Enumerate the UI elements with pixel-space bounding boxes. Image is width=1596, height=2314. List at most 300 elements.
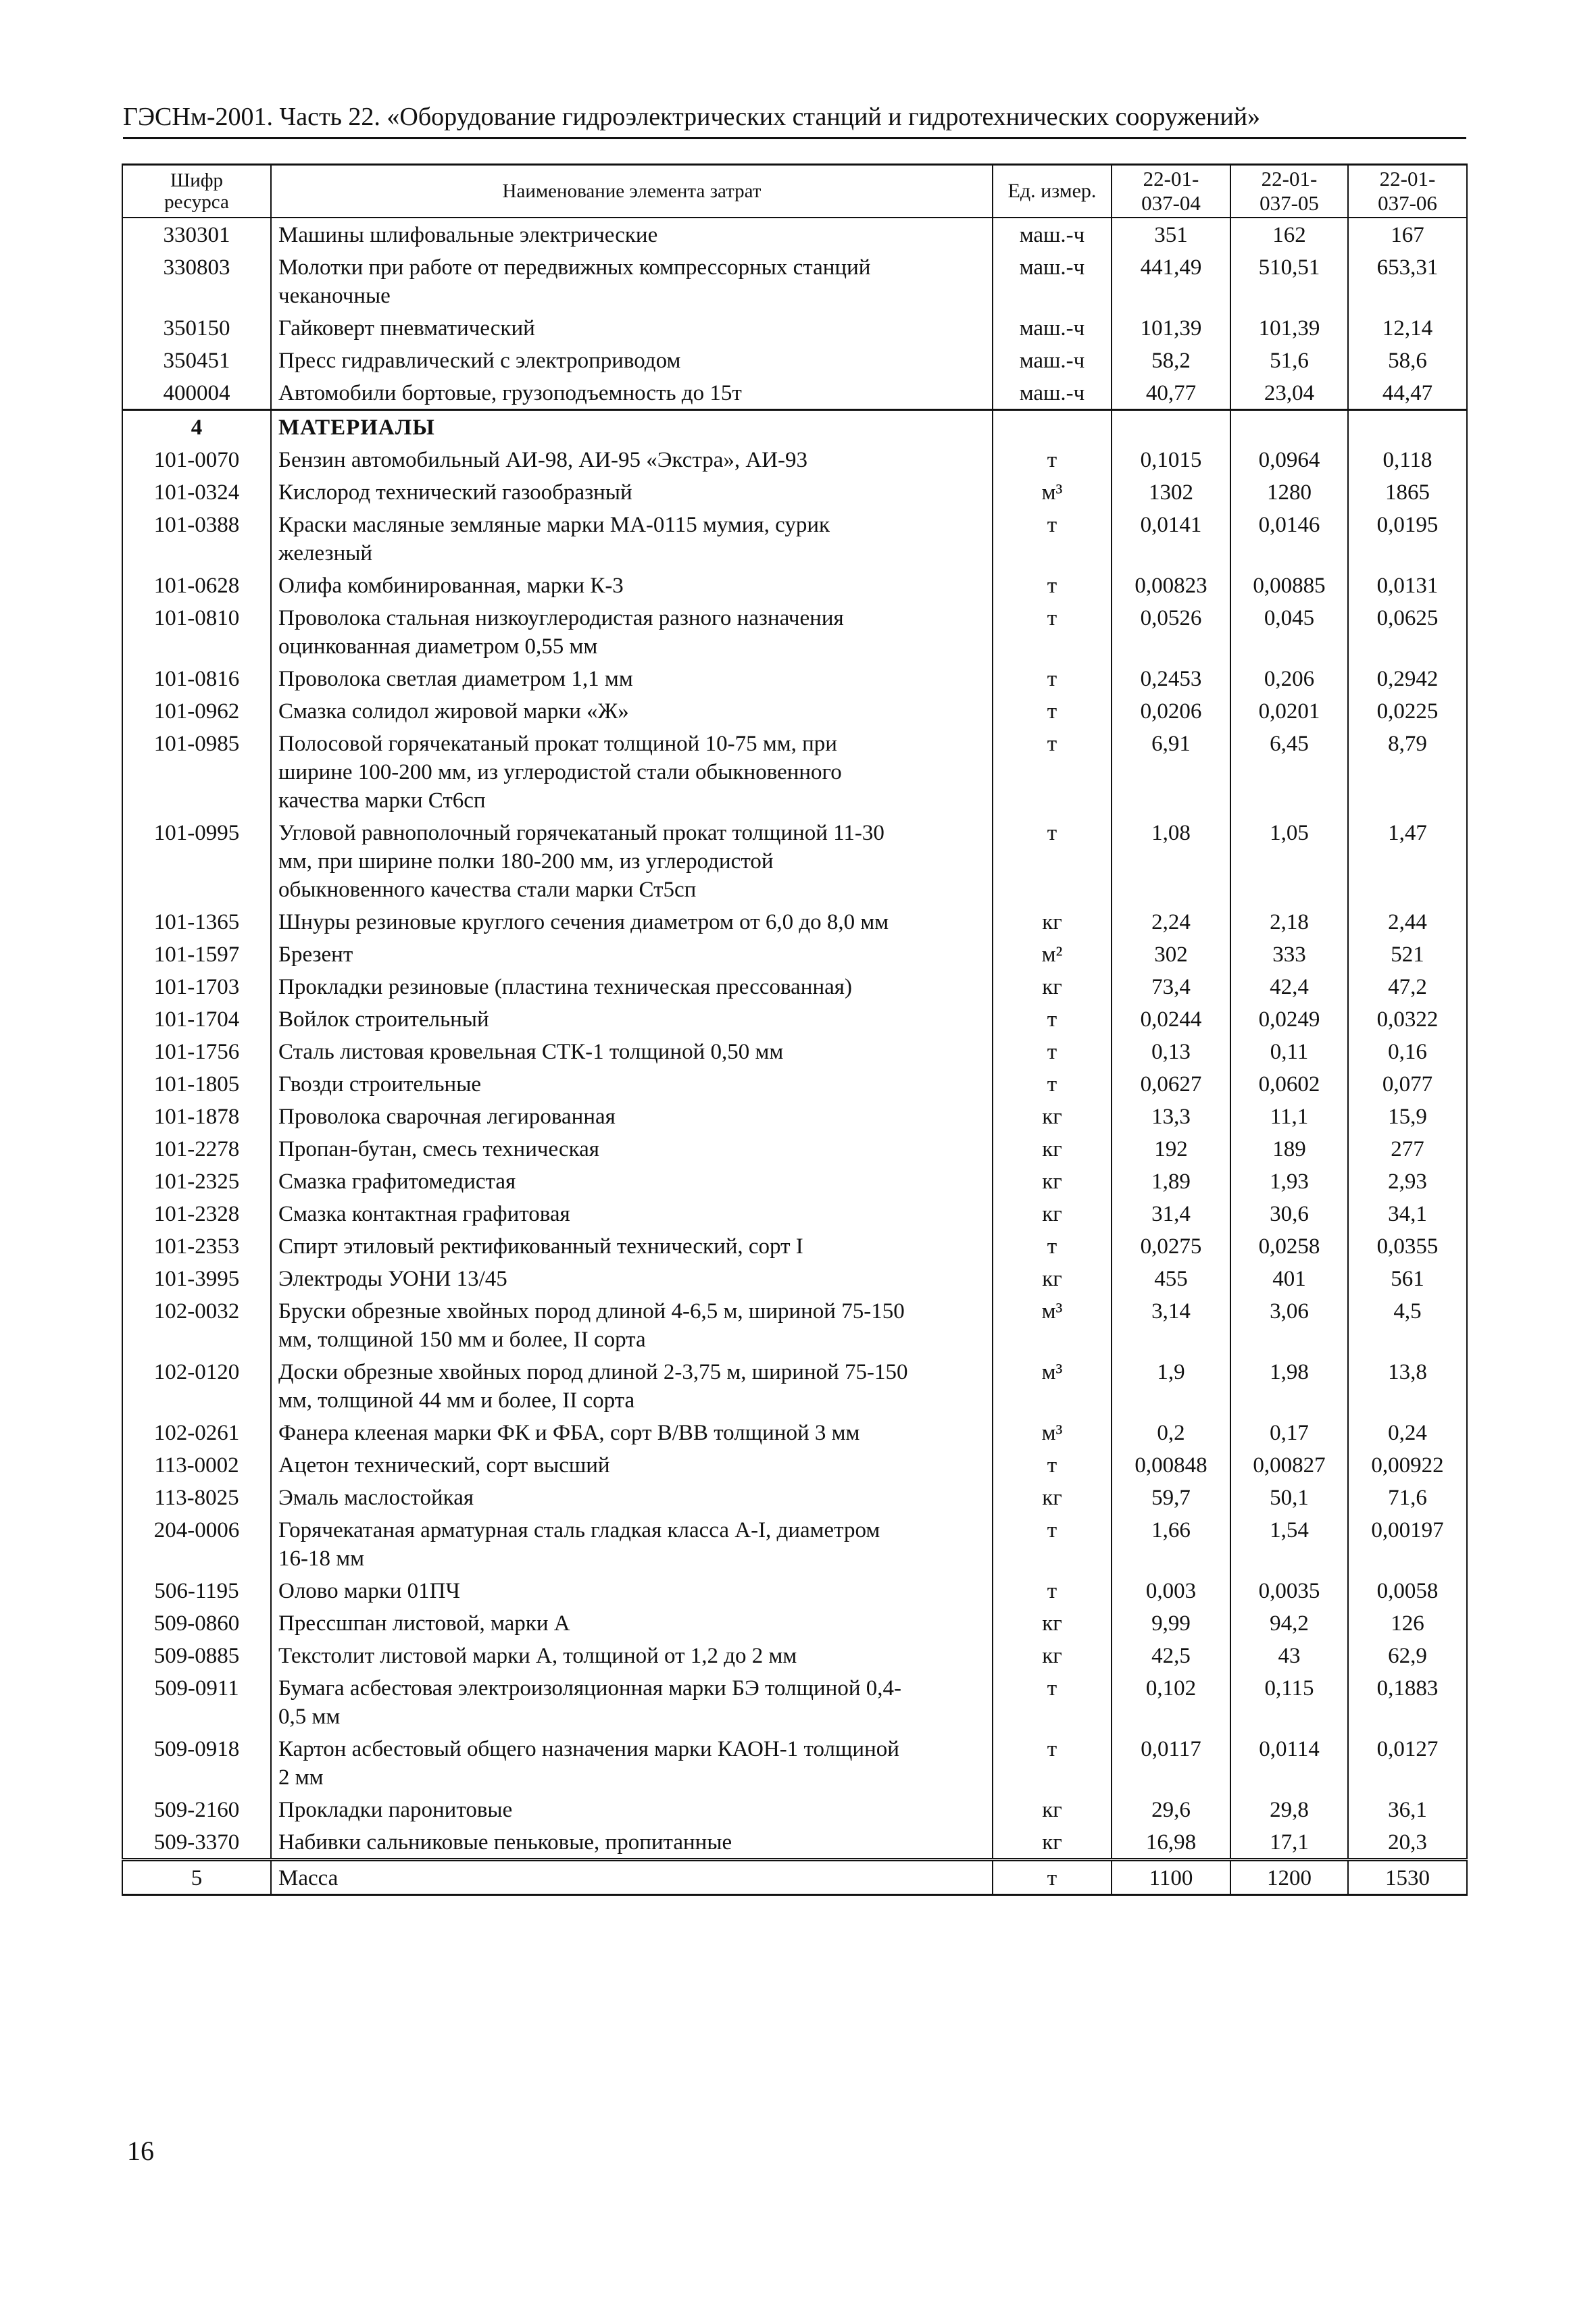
resource-code: 101-1704 <box>122 1003 271 1035</box>
resource-name-line: Сталь листовая кровельная СТК-1 толщиной 0,50 мм <box>278 1040 784 1064</box>
value-col-6: 561 <box>1348 1262 1467 1294</box>
resource-name-line: 16-18 мм <box>278 1546 365 1571</box>
value-col-5: 51,6 <box>1230 344 1348 376</box>
resource-name-line: железный <box>278 541 373 565</box>
value-col-5: 0,11 <box>1230 1035 1348 1067</box>
resource-code: 101-2353 <box>122 1230 271 1262</box>
resource-name <box>271 695 993 727</box>
value-col-4: 192 <box>1112 1132 1230 1165</box>
resource-name-line: Проволока стальная низкоуглеродистая разного назначения <box>278 606 844 630</box>
resource-code: 101-1805 <box>122 1067 271 1100</box>
table-row <box>122 1035 1467 1067</box>
value-col-6: 47,2 <box>1348 970 1467 1003</box>
resource-name-line: Молотки при работе от передвижных компрессорных станций <box>278 255 871 280</box>
value-col-5: 0,115 <box>1230 1671 1348 1732</box>
value-col-5: 1,54 <box>1230 1513 1348 1574</box>
value-col-6: 71,6 <box>1348 1481 1467 1513</box>
unit: т <box>993 1732 1112 1793</box>
value-col-4: 58,2 <box>1112 344 1230 376</box>
resource-code: 330301 <box>122 218 271 251</box>
resource-name <box>271 905 993 938</box>
value-col-6: 2,44 <box>1348 905 1467 938</box>
value-col-6: 8,79 <box>1348 727 1467 816</box>
value-col-5: 1280 <box>1230 476 1348 508</box>
unit: кг <box>993 1197 1112 1230</box>
mass-code: 5 <box>122 1860 271 1895</box>
value-col-6: 277 <box>1348 1132 1467 1165</box>
resource-name-line: Гвозди строительные <box>278 1072 482 1097</box>
unit: кг <box>993 1100 1112 1132</box>
value-col-4: 0,102 <box>1112 1671 1230 1732</box>
resource-name-line: Прессшпан листовой, марки А <box>278 1611 570 1636</box>
resource-name <box>271 938 993 970</box>
value-col-6: 4,5 <box>1348 1294 1467 1355</box>
table-row <box>122 1067 1467 1100</box>
unit: кг <box>993 1639 1112 1671</box>
unit: т <box>993 1003 1112 1035</box>
value-col-6: 1,47 <box>1348 816 1467 905</box>
value-col-5: 162 <box>1230 218 1348 251</box>
section-name: МАТЕРИАЛЫ <box>271 410 993 444</box>
resource-name <box>271 476 993 508</box>
value-col-6: 0,0127 <box>1348 1732 1467 1793</box>
resource-name <box>271 1132 993 1165</box>
unit: т <box>993 727 1112 816</box>
resource-name <box>271 1826 993 1860</box>
resource-name-line: Угловой равнополочный горячекатаный прокат толщиной 11-30 <box>278 821 884 845</box>
resource-name-line: Бруски обрезные хвойных пород длиной 4-6,5 м, шириной 75-150 <box>278 1299 905 1324</box>
value-col-4: 0,1015 <box>1112 443 1230 476</box>
table-row <box>122 1826 1467 1860</box>
resource-name-line: Войлок строительный <box>278 1007 489 1032</box>
table-row <box>122 344 1467 376</box>
resource-name-line: Электроды УОНИ 13/45 <box>278 1267 507 1291</box>
resource-code: 101-0995 <box>122 816 271 905</box>
header-code: Шифр ресурса <box>122 165 271 218</box>
resource-name <box>271 1355 993 1416</box>
resource-name <box>271 311 993 344</box>
value-col-6: 521 <box>1348 938 1467 970</box>
resource-name-line: Олово марки 01ПЧ <box>278 1579 460 1603</box>
value-col-4: 2,24 <box>1112 905 1230 938</box>
value-col-5: 30,6 <box>1230 1197 1348 1230</box>
resource-name <box>271 1449 993 1481</box>
resource-name <box>271 662 993 695</box>
value-col-6: 0,1883 <box>1348 1671 1467 1732</box>
value-col-4: 0,0275 <box>1112 1230 1230 1262</box>
value-col-6: 34,1 <box>1348 1197 1467 1230</box>
value-col-4: 0,13 <box>1112 1035 1230 1067</box>
value-col-5: 0,0602 <box>1230 1067 1348 1100</box>
resource-code: 509-0911 <box>122 1671 271 1732</box>
mass-unit: т <box>993 1860 1112 1895</box>
resource-name <box>271 1607 993 1639</box>
value-col-6: 0,2942 <box>1348 662 1467 695</box>
value-col-6: 15,9 <box>1348 1100 1467 1132</box>
resource-name <box>271 508 993 569</box>
unit: м² <box>993 938 1112 970</box>
resource-name-line: обыкновенного качества стали марки Ст5сп <box>278 878 697 902</box>
resource-name-line: Проволока светлая диаметром 1,1 мм <box>278 667 633 691</box>
value-col-4: 351 <box>1112 218 1230 251</box>
value-col-4: 1,08 <box>1112 816 1230 905</box>
unit: т <box>993 662 1112 695</box>
unit: т <box>993 1035 1112 1067</box>
value-col-6: 20,3 <box>1348 1826 1467 1860</box>
value-col-4: 302 <box>1112 938 1230 970</box>
resource-name-line: мм, при ширине полки 180-200 мм, из углеродистой <box>278 849 774 874</box>
table-row <box>122 938 1467 970</box>
value-col-5: 3,06 <box>1230 1294 1348 1355</box>
table-row <box>122 508 1467 569</box>
value-col-5: 0,17 <box>1230 1416 1348 1449</box>
header-col-06: 22-01- 037-06 <box>1348 165 1467 218</box>
value-col-5: 510,51 <box>1230 251 1348 311</box>
resource-name <box>271 1574 993 1607</box>
value-col-5: 0,0249 <box>1230 1003 1348 1035</box>
table-row <box>122 1671 1467 1732</box>
unit: кг <box>993 1826 1112 1860</box>
resource-name-line: Картон асбестовый общего назначения марки КАОН-1 толщиной <box>278 1737 899 1761</box>
value-col-5: 0,00885 <box>1230 569 1348 601</box>
value-col-5: 1,98 <box>1230 1355 1348 1416</box>
value-col-4: 0,00823 <box>1112 569 1230 601</box>
value-col-5: 101,39 <box>1230 311 1348 344</box>
resource-name-line: Пропан-бутан, смесь техническая <box>278 1137 599 1161</box>
unit: м³ <box>993 1294 1112 1355</box>
mass-value-4: 1100 <box>1112 1860 1230 1895</box>
table-row <box>122 1132 1467 1165</box>
value-col-5: 0,0201 <box>1230 695 1348 727</box>
resource-code: 101-0810 <box>122 601 271 662</box>
header-unit: Ед. измер. <box>993 165 1112 218</box>
resource-code: 509-3370 <box>122 1826 271 1860</box>
value-col-5: 401 <box>1230 1262 1348 1294</box>
table-row <box>122 1197 1467 1230</box>
mass-name: Масса <box>271 1860 993 1895</box>
value-col-5: 6,45 <box>1230 727 1348 816</box>
table-row <box>122 662 1467 695</box>
resource-code: 350451 <box>122 344 271 376</box>
value-col-5: 94,2 <box>1230 1607 1348 1639</box>
value-col-4: 1,9 <box>1112 1355 1230 1416</box>
value-col-4: 0,0117 <box>1112 1732 1230 1793</box>
empty-cell <box>1112 410 1230 444</box>
resource-code: 101-2328 <box>122 1197 271 1230</box>
unit: т <box>993 816 1112 905</box>
resource-code: 101-0070 <box>122 443 271 476</box>
table-row <box>122 443 1467 476</box>
resource-code: 102-0032 <box>122 1294 271 1355</box>
value-col-6: 0,16 <box>1348 1035 1467 1067</box>
unit: маш.-ч <box>993 376 1112 410</box>
resource-name-line: Бумага асбестовая электроизоляционная марки БЭ толщиной 0,4- <box>278 1676 901 1701</box>
value-col-6: 126 <box>1348 1607 1467 1639</box>
resource-name <box>271 1793 993 1826</box>
value-col-6: 13,8 <box>1348 1355 1467 1416</box>
resource-name <box>271 1035 993 1067</box>
resource-code: 101-0962 <box>122 695 271 727</box>
resource-name-line: Автомобили бортовые, грузоподъемность до 15т <box>278 381 742 405</box>
resource-name <box>271 970 993 1003</box>
table-row <box>122 1732 1467 1793</box>
resource-name-line: Горячекатаная арматурная сталь гладкая класса А-I, диаметром <box>278 1518 880 1542</box>
resource-name-line: Текстолит листовой марки А, толщиной от 1,2 до 2 мм <box>278 1644 797 1668</box>
value-col-4: 1302 <box>1112 476 1230 508</box>
unit: т <box>993 1449 1112 1481</box>
resource-name-line: Смазка контактная графитовая <box>278 1202 570 1226</box>
value-col-6: 1865 <box>1348 476 1467 508</box>
resource-name <box>271 1732 993 1793</box>
resource-code: 101-0628 <box>122 569 271 601</box>
unit: т <box>993 601 1112 662</box>
value-col-6: 62,9 <box>1348 1639 1467 1671</box>
resource-code: 350150 <box>122 311 271 344</box>
resource-code: 509-0918 <box>122 1732 271 1793</box>
value-col-6: 0,077 <box>1348 1067 1467 1100</box>
resource-code: 101-1703 <box>122 970 271 1003</box>
resource-name-line: Кислород технический газообразный <box>278 480 632 505</box>
value-col-4: 9,99 <box>1112 1607 1230 1639</box>
value-col-4: 3,14 <box>1112 1294 1230 1355</box>
value-col-4: 31,4 <box>1112 1197 1230 1230</box>
resource-name-line: Прокладки резиновые (пластина техническая прессованная) <box>278 975 852 999</box>
value-col-6: 0,0625 <box>1348 601 1467 662</box>
resource-name <box>271 1294 993 1355</box>
table-row <box>122 376 1467 410</box>
resource-code: 101-0985 <box>122 727 271 816</box>
value-col-4: 0,0627 <box>1112 1067 1230 1100</box>
resource-code: 101-0388 <box>122 508 271 569</box>
table-row <box>122 1416 1467 1449</box>
resource-code: 506-1195 <box>122 1574 271 1607</box>
resource-name <box>271 1230 993 1262</box>
resource-code: 101-2325 <box>122 1165 271 1197</box>
resource-name-line: качества марки Ст6сп <box>278 788 486 813</box>
resource-name-line: Набивки сальниковые пеньковые, пропитанные <box>278 1830 732 1855</box>
value-col-5: 1,05 <box>1230 816 1348 905</box>
table-header-row <box>122 165 1467 218</box>
resource-name <box>271 1165 993 1197</box>
value-col-5: 11,1 <box>1230 1100 1348 1132</box>
unit: т <box>993 1067 1112 1100</box>
resource-name-line: Олифа комбинированная, марки К-3 <box>278 574 624 598</box>
resource-code: 101-1597 <box>122 938 271 970</box>
resource-code: 101-1878 <box>122 1100 271 1132</box>
value-col-4: 40,77 <box>1112 376 1230 410</box>
value-col-6: 2,93 <box>1348 1165 1467 1197</box>
value-col-4: 16,98 <box>1112 1826 1230 1860</box>
value-col-6: 0,118 <box>1348 443 1467 476</box>
value-col-5: 333 <box>1230 938 1348 970</box>
unit: кг <box>993 1165 1112 1197</box>
resource-code: 101-0816 <box>122 662 271 695</box>
value-col-4: 441,49 <box>1112 251 1230 311</box>
resource-code: 509-0885 <box>122 1639 271 1671</box>
unit: т <box>993 443 1112 476</box>
value-col-5: 1,93 <box>1230 1165 1348 1197</box>
table-row <box>122 1574 1467 1607</box>
unit: т <box>993 695 1112 727</box>
table-row <box>122 251 1467 311</box>
value-col-6: 0,00197 <box>1348 1513 1467 1574</box>
value-col-5: 0,0964 <box>1230 443 1348 476</box>
unit: кг <box>993 1793 1112 1826</box>
resource-code: 204-0006 <box>122 1513 271 1574</box>
resource-table <box>122 164 1468 1896</box>
table-row <box>122 695 1467 727</box>
table-row <box>122 905 1467 938</box>
value-col-5: 23,04 <box>1230 376 1348 410</box>
value-col-4: 6,91 <box>1112 727 1230 816</box>
value-col-5: 0,0146 <box>1230 508 1348 569</box>
resource-name <box>271 1416 993 1449</box>
value-col-4: 42,5 <box>1112 1639 1230 1671</box>
value-col-6: 58,6 <box>1348 344 1467 376</box>
page-title: ГЭСНм-2001. Часть 22. «Оборудование гидроэлектрических станций и гидротехнических сооружений» <box>123 103 1261 131</box>
resource-name-line: 2 мм <box>278 1765 324 1790</box>
resource-name <box>271 251 993 311</box>
resource-name <box>271 1481 993 1513</box>
unit: т <box>993 1513 1112 1574</box>
resource-name <box>271 1067 993 1100</box>
resource-name <box>271 1671 993 1732</box>
resource-name <box>271 727 993 816</box>
table-row <box>122 1793 1467 1826</box>
header-name: Наименование элемента затрат <box>271 165 993 218</box>
resource-name-line: Эмаль маслостойкая <box>278 1486 474 1510</box>
value-col-6: 0,0322 <box>1348 1003 1467 1035</box>
unit: кг <box>993 1607 1112 1639</box>
resource-name <box>271 1100 993 1132</box>
resource-name <box>271 1003 993 1035</box>
value-col-6: 12,14 <box>1348 311 1467 344</box>
unit: кг <box>993 1262 1112 1294</box>
section-code: 4 <box>122 410 271 444</box>
table-row <box>122 218 1467 251</box>
value-col-5: 0,0258 <box>1230 1230 1348 1262</box>
resource-name <box>271 601 993 662</box>
resource-name <box>271 443 993 476</box>
resource-name-line: 0,5 мм <box>278 1705 341 1729</box>
value-col-4: 455 <box>1112 1262 1230 1294</box>
resource-name-line: Доски обрезные хвойных пород длиной 2-3,75 м, шириной 75-150 <box>278 1360 908 1384</box>
value-col-4: 59,7 <box>1112 1481 1230 1513</box>
value-col-5: 0,206 <box>1230 662 1348 695</box>
header-col-04: 22-01- 037-04 <box>1112 165 1230 218</box>
value-col-6: 653,31 <box>1348 251 1467 311</box>
value-col-6: 167 <box>1348 218 1467 251</box>
resource-name-line: Бензин автомобильный АИ-98, АИ-95 «Экстра», АИ-93 <box>278 448 808 472</box>
title-rule <box>123 137 1466 139</box>
unit: маш.-ч <box>993 251 1112 311</box>
value-col-4: 29,6 <box>1112 1793 1230 1826</box>
resource-code: 101-1365 <box>122 905 271 938</box>
table-row <box>122 601 1467 662</box>
value-col-5: 29,8 <box>1230 1793 1348 1826</box>
resource-name-line: мм, толщиной 44 мм и более, II сорта <box>278 1388 635 1413</box>
header-col-05: 22-01- 037-05 <box>1230 165 1348 218</box>
value-col-4: 0,0526 <box>1112 601 1230 662</box>
resource-code: 400004 <box>122 376 271 410</box>
value-col-6: 44,47 <box>1348 376 1467 410</box>
value-col-5: 0,0114 <box>1230 1732 1348 1793</box>
table-row <box>122 1607 1467 1639</box>
resource-name-line: Машины шлифовальные электрические <box>278 223 658 247</box>
value-col-5: 2,18 <box>1230 905 1348 938</box>
value-col-6: 0,0058 <box>1348 1574 1467 1607</box>
unit: м³ <box>993 1355 1112 1416</box>
value-col-6: 0,0355 <box>1348 1230 1467 1262</box>
table-row <box>122 1100 1467 1132</box>
value-col-5: 43 <box>1230 1639 1348 1671</box>
resource-name <box>271 376 993 410</box>
value-col-5: 0,0035 <box>1230 1574 1348 1607</box>
resource-code: 113-0002 <box>122 1449 271 1481</box>
resource-name-line: Проволока сварочная легированная <box>278 1105 616 1129</box>
table-row <box>122 970 1467 1003</box>
unit: м³ <box>993 1416 1112 1449</box>
resource-code: 509-0860 <box>122 1607 271 1639</box>
value-col-6: 36,1 <box>1348 1793 1467 1826</box>
value-col-4: 0,00848 <box>1112 1449 1230 1481</box>
value-col-5: 42,4 <box>1230 970 1348 1003</box>
resource-name <box>271 1639 993 1671</box>
value-col-4: 73,4 <box>1112 970 1230 1003</box>
table-row <box>122 1165 1467 1197</box>
resource-name-line: чеканочные <box>278 284 391 308</box>
value-col-6: 0,0195 <box>1348 508 1467 569</box>
unit: кг <box>993 905 1112 938</box>
resource-name-line: мм, толщиной 150 мм и более, II сорта <box>278 1328 646 1352</box>
resource-name <box>271 218 993 251</box>
resource-name-line: Смазка солидол жировой марки «Ж» <box>278 699 629 724</box>
table-row <box>122 1481 1467 1513</box>
unit: т <box>993 1574 1112 1607</box>
resource-code: 101-2278 <box>122 1132 271 1165</box>
unit: м³ <box>993 476 1112 508</box>
resource-name <box>271 1513 993 1574</box>
value-col-4: 0,2453 <box>1112 662 1230 695</box>
value-col-4: 0,003 <box>1112 1574 1230 1607</box>
resource-name-line: Шнуры резиновые круглого сечения диаметром от 6,0 до 8,0 мм <box>278 910 889 934</box>
table-row <box>122 476 1467 508</box>
table-row <box>122 1355 1467 1416</box>
value-col-4: 13,3 <box>1112 1100 1230 1132</box>
unit: маш.-ч <box>993 311 1112 344</box>
resource-code: 102-0261 <box>122 1416 271 1449</box>
resource-name-line: оцинкованная диаметром 0,55 мм <box>278 634 598 659</box>
mass-row <box>122 1860 1467 1895</box>
resource-name <box>271 1197 993 1230</box>
empty-cell <box>1230 410 1348 444</box>
value-col-5: 0,00827 <box>1230 1449 1348 1481</box>
unit: маш.-ч <box>993 344 1112 376</box>
resource-name-line: Краски масляные земляные марки МА-0115 мумия, сурик <box>278 513 830 537</box>
resource-name <box>271 569 993 601</box>
value-col-4: 1,89 <box>1112 1165 1230 1197</box>
unit: кг <box>993 970 1112 1003</box>
resource-code: 330803 <box>122 251 271 311</box>
resource-name-line: Полосовой горячекатаный прокат толщиной 10-75 мм, при <box>278 732 837 756</box>
value-col-4: 101,39 <box>1112 311 1230 344</box>
value-col-5: 189 <box>1230 1132 1348 1165</box>
resource-code: 113-8025 <box>122 1481 271 1513</box>
value-col-5: 50,1 <box>1230 1481 1348 1513</box>
resource-name-line: Прокладки паронитовые <box>278 1798 513 1822</box>
unit: кг <box>993 1132 1112 1165</box>
table-row <box>122 1262 1467 1294</box>
